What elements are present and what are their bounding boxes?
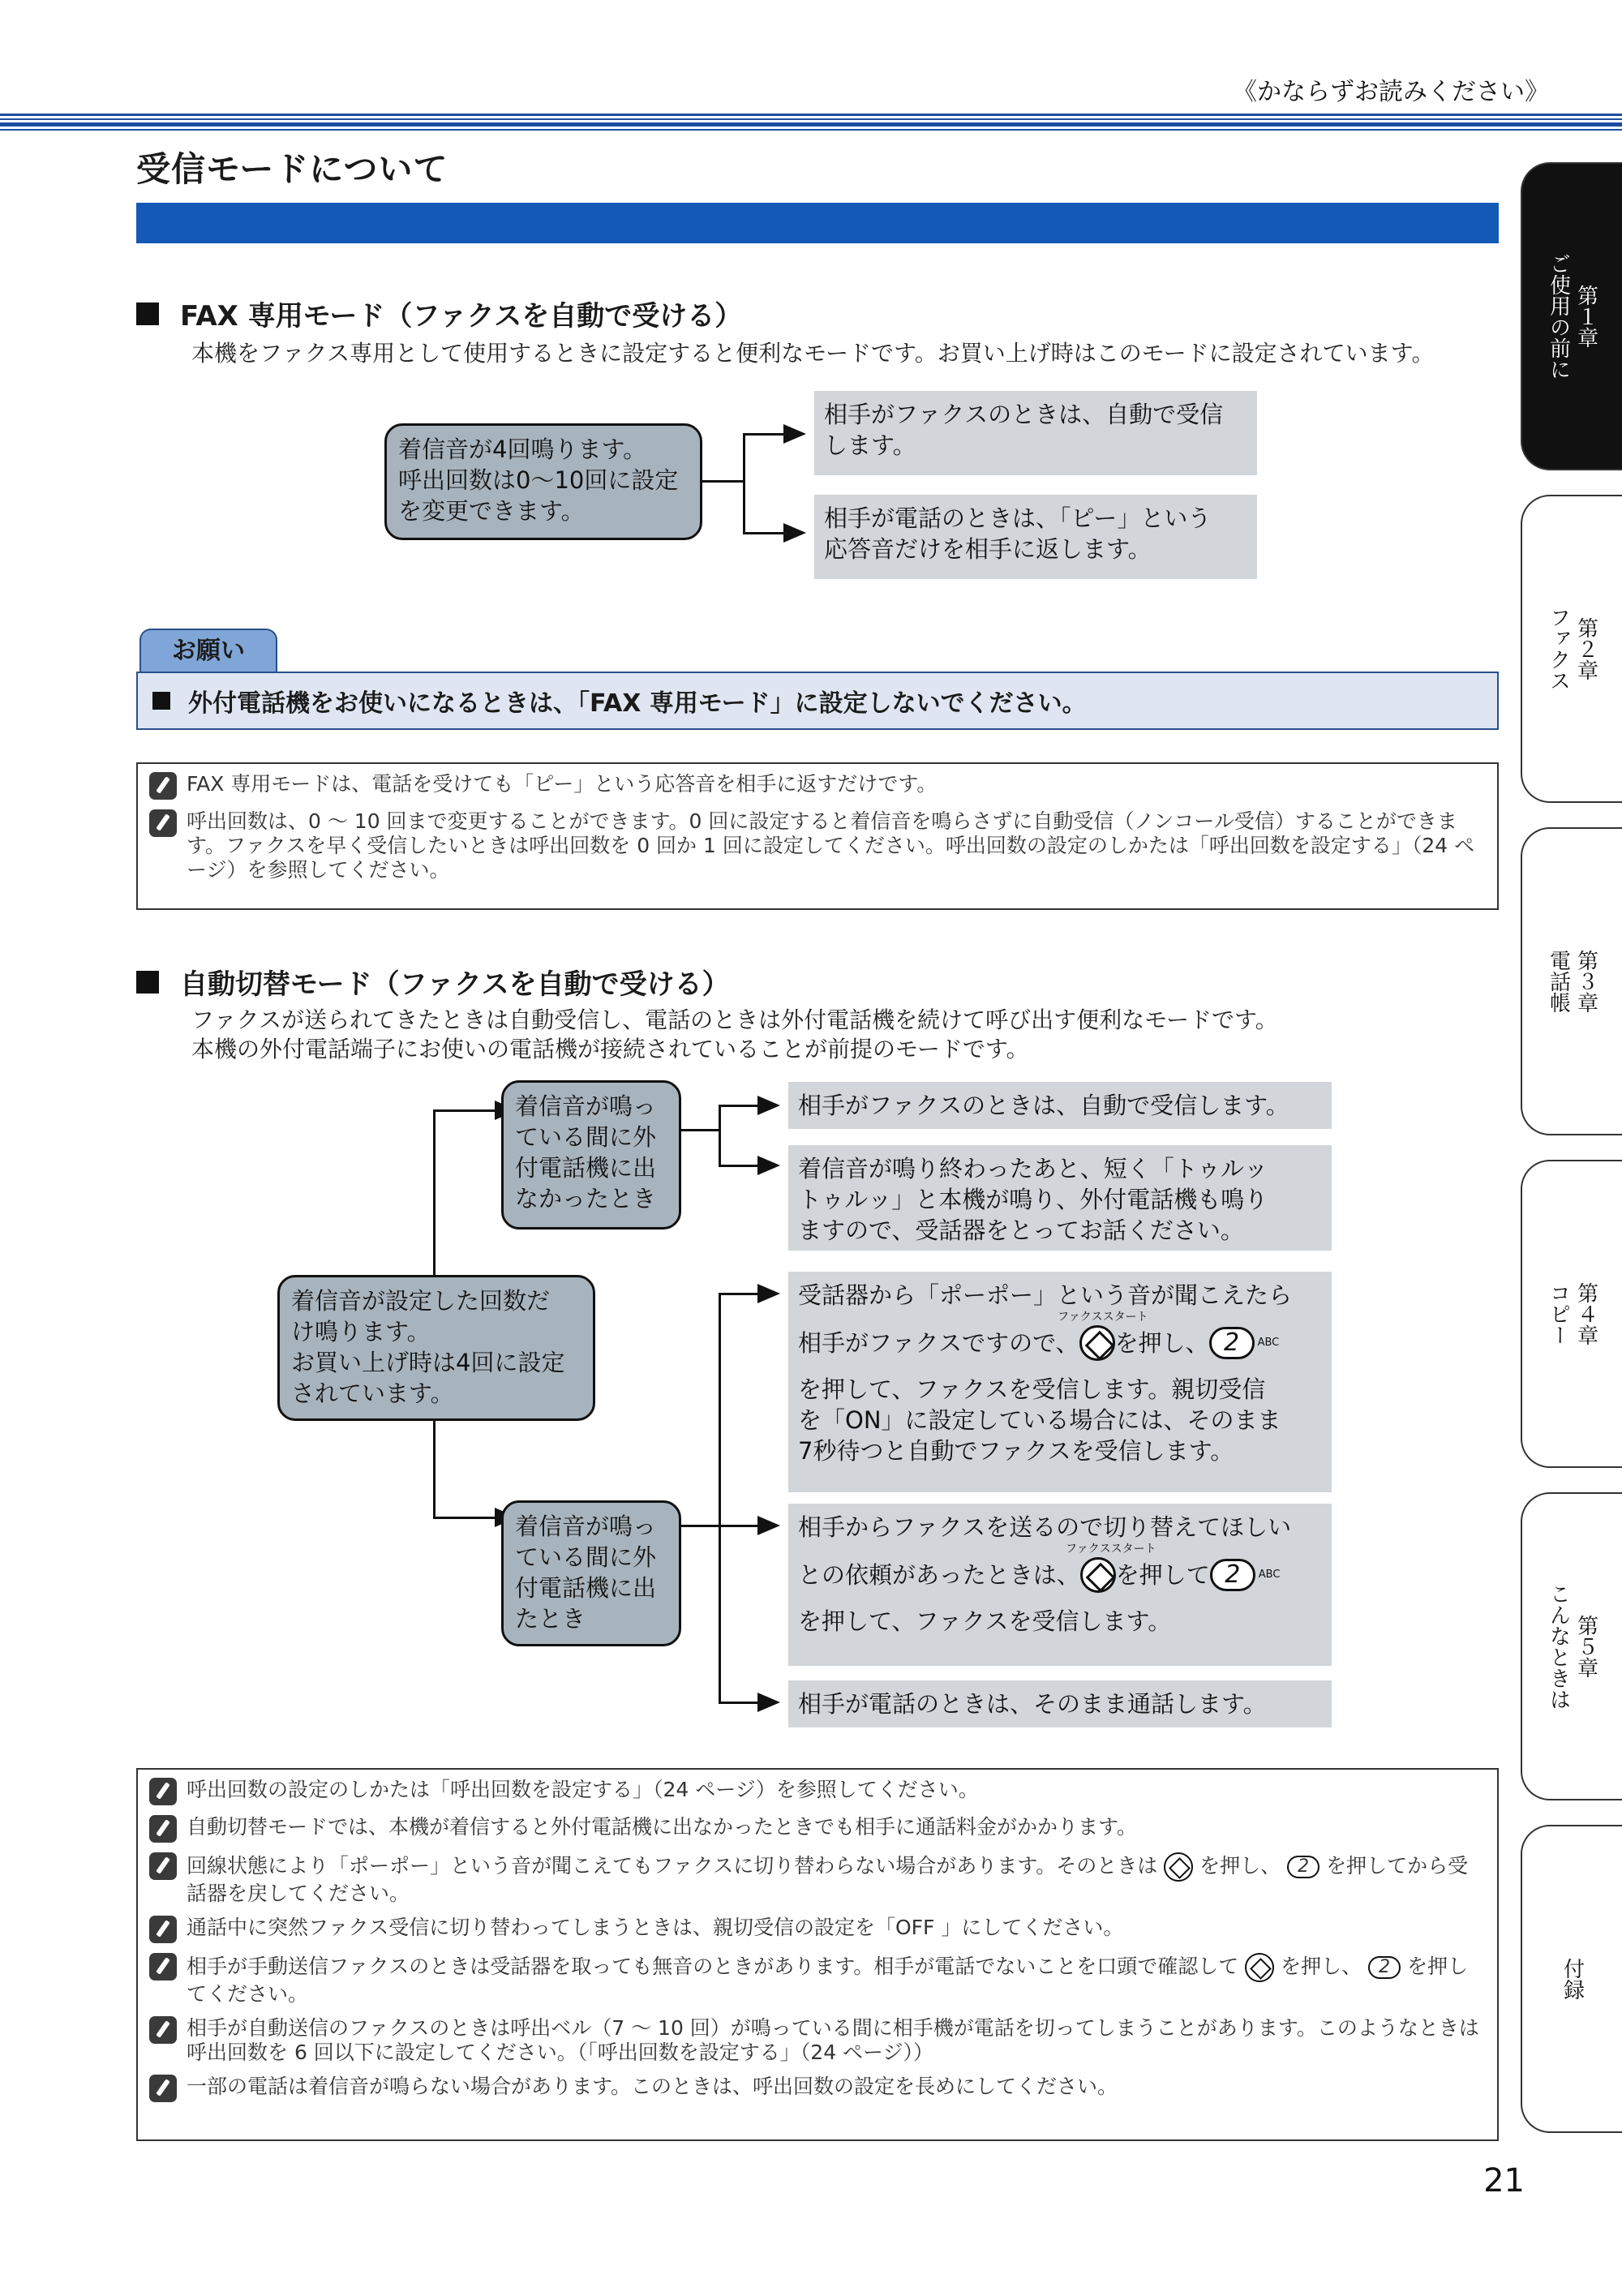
note-item <box>149 809 1486 882</box>
note-item <box>149 1815 1486 1843</box>
side-tab-chapter-4[interactable] <box>1521 1160 1622 1468</box>
note-fragment: を押してください。 <box>187 1955 1469 2006</box>
side-tab-title: ファクス <box>1546 607 1571 691</box>
side-tab-chapter-5[interactable] <box>1521 1492 1622 1800</box>
connector <box>702 480 744 483</box>
side-tab-title: ご使用の前に <box>1546 253 1571 380</box>
fax-source-line: を変更できます。 <box>398 497 585 525</box>
fax-start-button-icon <box>1079 1325 1115 1361</box>
note-text <box>187 1852 1486 1906</box>
connector <box>719 1165 761 1167</box>
note-text: 通話中に突然ファクス受信に切り替わってしまうときは、親切受信の設定を「OFF 」にしてください。 <box>187 1916 1124 1939</box>
fax-start-button-icon <box>1164 1852 1193 1882</box>
arrow-icon <box>757 1516 780 1535</box>
notes-box-1 <box>136 762 1499 910</box>
result-line: 相手がファクスのときは、自動で受信 <box>824 401 1224 428</box>
memo-icon <box>149 2075 177 2102</box>
side-tab-title: 付録 <box>1560 1958 1585 2000</box>
page-title: 受信モードについて <box>136 149 448 189</box>
note-item <box>149 1852 1486 1906</box>
description-line: ファクスが送られてきたときは自動受信し、電話のときは外付電話機を続けて呼び出す便利なモードです。 <box>191 1006 1278 1033</box>
result-line: 相手からファクスを送るので切り替えてほしい <box>798 1513 1292 1541</box>
arrow-icon <box>757 1284 780 1303</box>
box-line: なかったとき <box>515 1185 657 1212</box>
box-line: ている間に外 <box>515 1543 657 1571</box>
auto-result-5: 相手が電話のときは、そのまま通話します。 <box>788 1680 1332 1727</box>
memo-icon <box>149 1815 177 1843</box>
result-line: を押して、ファクスを受信します。親切受信 <box>798 1375 1266 1403</box>
result-line: 相手が電話のときは、「ピー」という <box>824 504 1212 532</box>
side-tab-title: 電話帳 <box>1546 950 1571 1013</box>
note-text: 一部の電話は着信音が鳴らない場合があります。このときは、呼出回数の設定を長めにしてください。 <box>187 2075 1118 2098</box>
header-rule-2 <box>0 118 1622 120</box>
auto-flow-not-answered <box>501 1080 681 1230</box>
side-tab-label <box>1559 1958 1586 2000</box>
side-tab-chapter: 第５章 <box>1573 1615 1598 1678</box>
note-item <box>149 2075 1486 2102</box>
note-fragment: 回線状態により「ポーポー」という音が聞こえてもファクスに切り替わらない場合があります。そのときは <box>187 1854 1158 1878</box>
result-line: 7秒待つと自動でファクスを受信します。 <box>798 1437 1234 1465</box>
source-line: されています。 <box>291 1380 454 1407</box>
title-band <box>136 203 1499 243</box>
notes-box-2 <box>136 1768 1499 2141</box>
note-item <box>149 1778 1486 1805</box>
connector <box>433 1109 498 1112</box>
side-tab-chapter: 第４章 <box>1573 1282 1598 1345</box>
fax-result-fax <box>814 391 1257 475</box>
key-2-icon: 2 <box>1209 1327 1255 1359</box>
memo-icon <box>149 1916 177 1943</box>
connector <box>719 1293 721 1703</box>
side-tab-label <box>1545 1282 1600 1345</box>
result-text: との依頼があったときは、 <box>798 1561 1080 1589</box>
result-line: を押して、ファクスを受信します。 <box>798 1607 1172 1635</box>
header-rule-1 <box>0 114 1622 116</box>
connector <box>719 1105 761 1107</box>
memo-icon <box>149 809 177 837</box>
connector <box>681 1129 720 1131</box>
arrow-icon <box>757 1693 780 1712</box>
spacer <box>798 1363 1322 1374</box>
result-line: します。 <box>824 431 916 459</box>
source-line: お買い上げ時は4回に設定 <box>291 1349 565 1376</box>
connector <box>743 532 787 534</box>
fax-start-ruby: ファクススタート <box>1066 1543 1156 1556</box>
header-note: 《かならずお読みください》 <box>1233 78 1549 106</box>
connector <box>743 433 745 534</box>
side-tab-chapter-2[interactable] <box>1521 495 1622 803</box>
request-text: 外付電話機をお使いになるときは、「FAX 専用モード」に設定しないでください。 <box>188 689 1087 718</box>
side-tab-chapter-1[interactable] <box>1521 162 1622 470</box>
arrow-icon <box>783 424 806 444</box>
result-text: を押して <box>1115 1561 1210 1589</box>
note-text: 自動切替モードでは、本機が着信すると外付電話機に出なかったときでも相手に通話料金がかかります。 <box>187 1815 1138 1839</box>
note-text: 呼出回数は、0 〜 10 回まで変更することができます。0 回に設定すると着信音を鳴らさずに自動受信（ノンコール受信）することができます。ファクスを早く受信したいときは呼出回数を 0 回か 1 回に設定してください。呼出回数の設定のしかたは「呼出回数を設定する」（24 ページ）を参照してください。 <box>187 809 1475 882</box>
description-line: 本機の外付電話端子にお使いの電話機が接続されていることが前提のモードです。 <box>191 1036 1029 1062</box>
page-number: 21 <box>1483 2162 1525 2199</box>
auto-flow-answered <box>501 1500 681 1646</box>
side-tab-chapter: 第２章 <box>1573 617 1598 680</box>
fax-source-line: 呼出回数は0〜10回に設定 <box>398 466 679 494</box>
side-tab-label <box>1545 950 1600 1013</box>
heading-square-icon <box>136 971 159 994</box>
result-line: 応答音だけを相手に返します。 <box>824 535 1152 563</box>
fax-result-phone <box>814 495 1257 579</box>
connector <box>719 1105 721 1166</box>
auto-mode-description <box>191 1006 1278 1064</box>
auto-result-2 <box>788 1145 1332 1251</box>
note-item <box>149 772 1486 800</box>
connector <box>719 1525 761 1527</box>
note-fragment: を押してから受話器を戻してください。 <box>187 1854 1469 1905</box>
box-line: 着信音が鳴っ <box>515 1513 657 1540</box>
connector <box>433 1421 436 1518</box>
note-fragment: 相手が手動送信ファクスのときは受話器を取っても無音のときがあります。相手が電話でないことを口頭で確認して <box>187 1955 1239 1978</box>
key-2-icon: 2 <box>1368 1956 1401 1979</box>
side-tab-label <box>1545 607 1600 691</box>
result-line: 着信音が鳴り終わったあと、短く「トゥルッ <box>798 1155 1268 1182</box>
result-text: 相手がファクスですので、 <box>798 1329 1079 1357</box>
note-item <box>149 1916 1486 1943</box>
auto-mode-heading <box>136 962 730 1002</box>
connector <box>719 1702 761 1704</box>
auto-result-1: 相手がファクスのときは、自動で受信します。 <box>788 1082 1332 1129</box>
key-2-icon: 2 <box>1287 1856 1319 1878</box>
side-tab-title: コピー <box>1546 1282 1571 1345</box>
connector <box>719 1293 761 1295</box>
arrow-icon <box>783 523 806 543</box>
heading-square-icon <box>136 303 159 325</box>
box-line: 付電話機に出 <box>515 1574 657 1602</box>
side-tab-chapter: 第３章 <box>1573 950 1598 1013</box>
note-text: 相手が自動送信のファクスのときは呼出ベル（7 〜 10 回）が鳴っている間に相手機が電話を切ってしまうことがあります。このようなときは呼出回数を 6 回以下に設定してください。（「呼出回数を設定する」（24 ページ）） <box>187 2016 1479 2064</box>
header-rule-4 <box>0 129 1622 131</box>
side-tab-appendix[interactable] <box>1521 1825 1622 2133</box>
note-text: FAX 専用モードは、電話を受けても「ピー」という応答音を相手に返すだけです。 <box>187 772 938 796</box>
fax-start-button-icon <box>1245 1953 1274 1982</box>
side-tab-title: こんなときは <box>1546 1583 1571 1710</box>
auto-mode-heading-text: 自動切替モード（ファクスを自動で受ける） <box>180 968 730 1001</box>
memo-icon <box>149 1852 177 1880</box>
box-line: たとき <box>515 1605 586 1633</box>
note-fragment: を押し、 <box>1281 1955 1362 1978</box>
fax-start-button-icon <box>1080 1557 1116 1593</box>
fax-start-ruby: ファクススタート <box>1058 1311 1148 1324</box>
request-square-icon <box>152 692 170 710</box>
memo-icon <box>149 1953 177 1981</box>
side-tab-label <box>1545 1583 1600 1710</box>
side-tab-chapter: 第１章 <box>1573 285 1598 348</box>
auto-flow-source <box>277 1275 595 1421</box>
connector <box>743 433 787 436</box>
spacer <box>798 1594 1322 1606</box>
side-tab-chapter-3[interactable] <box>1521 827 1622 1135</box>
result-text: を押し、 <box>1114 1329 1209 1357</box>
note-item <box>149 1953 1486 2006</box>
result-line: トゥルッ」と本機が鳴り、外付電話機も鳴り <box>798 1186 1268 1213</box>
source-line: け鳴ります。 <box>291 1318 431 1345</box>
note-text: 呼出回数の設定のしかたは「呼出回数を設定する」（24 ページ）を参照してください。 <box>187 1778 979 1801</box>
result-line: を「ON」に設定している場合には、そのまま <box>798 1406 1281 1434</box>
auto-result-3 <box>788 1272 1332 1492</box>
box-line: 着信音が鳴っ <box>515 1092 657 1120</box>
side-tab-label <box>1545 253 1600 380</box>
key-2-icon: 2 <box>1210 1559 1255 1591</box>
fax-flow-source <box>384 423 702 540</box>
arrow-icon <box>757 1096 780 1115</box>
note-fragment: を押し、 <box>1199 1854 1281 1878</box>
box-line: ている間に外 <box>515 1123 657 1151</box>
fax-source-line: 着信音が4回鳴ります。 <box>398 436 647 463</box>
result-line: ますので、受話器をとってお話ください。 <box>798 1217 1244 1244</box>
box-line: 付電話機に出 <box>515 1154 657 1182</box>
result-line-with-keys <box>798 1324 1322 1363</box>
key-abc-label: ABC <box>1258 1569 1281 1581</box>
fax-mode-description: 本機をファクス専用として使用するときに設定すると便利なモードです。お買い上げ時はこのモードに設定されています。 <box>191 340 1435 367</box>
memo-icon <box>149 772 177 800</box>
request-box <box>136 672 1499 730</box>
arrow-icon <box>757 1156 780 1175</box>
connector <box>433 1517 498 1519</box>
note-text <box>187 1953 1486 2006</box>
memo-icon <box>149 2016 177 2044</box>
memo-icon <box>149 1778 177 1805</box>
request-tab: お願い <box>139 629 277 672</box>
connector <box>433 1109 436 1277</box>
auto-result-4 <box>788 1504 1332 1666</box>
key-abc-label: ABC <box>1257 1337 1280 1349</box>
result-line: 受話器から「ポーポー」という音が聞こえたら <box>798 1281 1293 1309</box>
header-rule-3 <box>0 122 1622 127</box>
fax-mode-heading-text: FAX 専用モード（ファクスを自動で受ける） <box>180 300 743 333</box>
note-item <box>149 2016 1486 2065</box>
source-line: 着信音が設定した回数だ <box>291 1287 551 1315</box>
result-line-with-keys <box>798 1556 1322 1594</box>
fax-mode-heading <box>136 294 742 333</box>
